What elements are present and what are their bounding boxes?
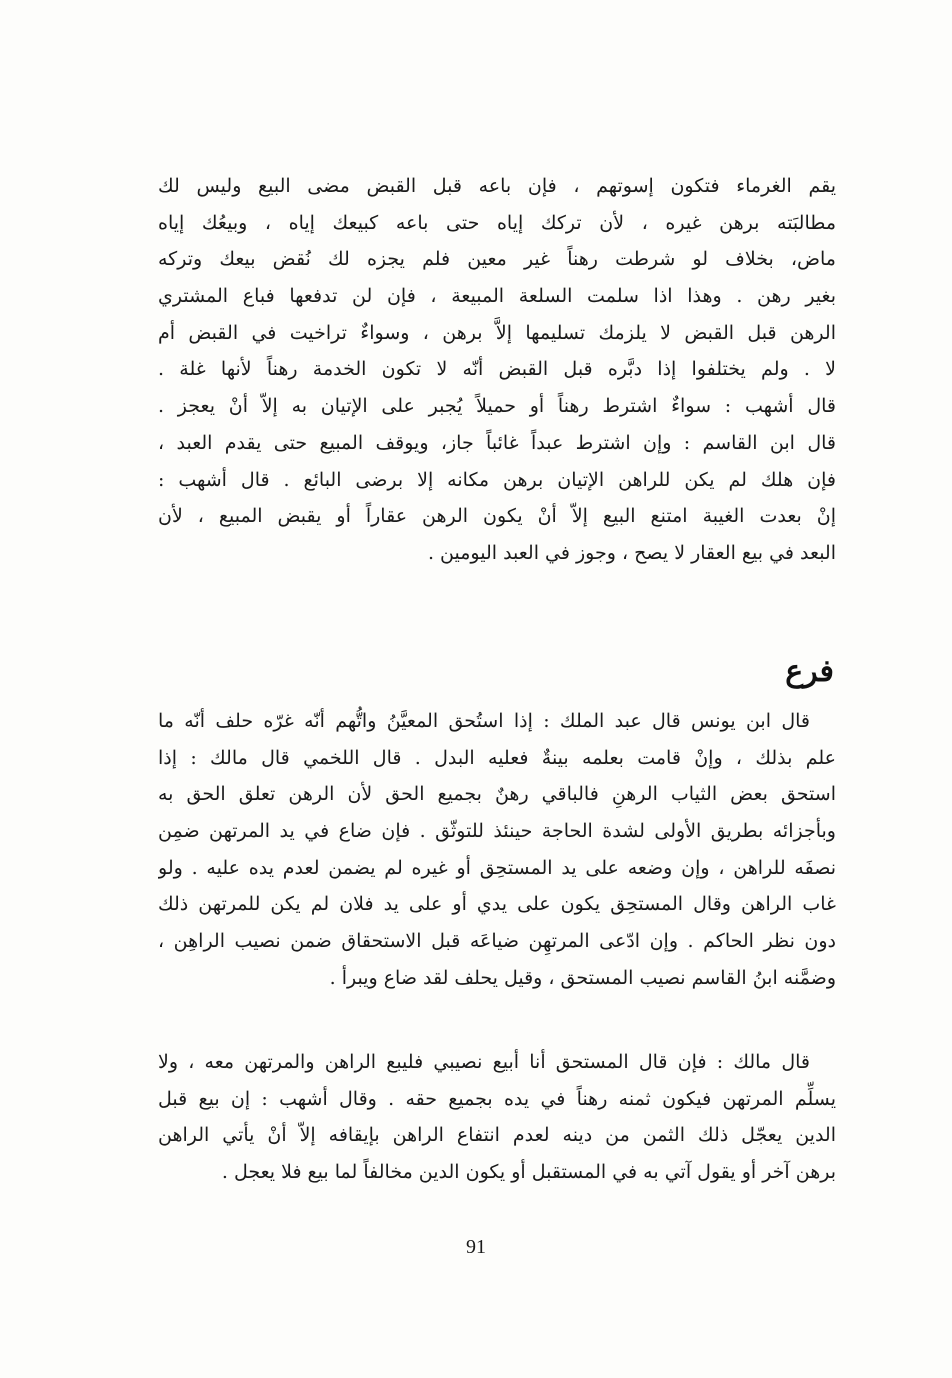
text-line: مطالبَته برهن غيره ، لأن تركك إياه حتى باعه كبيعك إياه ، وبيعُك إياه <box>158 211 836 234</box>
page-number: 91 <box>466 1236 486 1258</box>
text-line: برهن آخر أو يقول آتي به في المستقبل أو يكون الدين مخالفاً لما بيع فلا يعجل . <box>221 1161 836 1184</box>
text-line: وضمَّنه ابنُ القاسم نصيب المستحق ، وقيل يحلف لقد ضاع ويبرأ . <box>329 966 836 989</box>
text-line: يسلِّم المرتهن فيكون ثمنه رهناً في يده بجميع حقه . وقال أشهب : إن بيع قبل <box>158 1087 836 1110</box>
paragraph <box>158 1044 836 1191</box>
text-line: لا . ولم يختلفوا إذا دبَّره قبل القبض أنّه لا تكون الخدمة رهناً لأنها غلة . <box>158 358 836 381</box>
text-line: دون نظر الحاكم . وإن ادّعى المرتهِن ضياعَه قبل الاستحقاق ضمن نصيب الراهِن ، <box>158 930 836 953</box>
text-line: نصفَه للراهن ، وإن وضعه على يد المستحِق أو غيره لم يضمن لعدم يده عليه . ولو <box>158 856 836 879</box>
text-line: بغير رهن . وهذا اذا سلمت السلعة المبيعة ، فإن لن تدفعها فباع المشتري <box>158 285 836 308</box>
text-line: استحق بعض الثياب الرهنِ فالباقي رهنٌ بجميع الحق لأن الرهن تعلق الحق به <box>158 783 836 806</box>
text-line: ماض، بخلاف لو شرطت رهناً غير معين فلم يجزه لك نُقض بيعك وتركه <box>158 248 836 271</box>
text-line: يقم الغرماء فتكون إسوتهم ، فإن باعه قبل القبض مضى البيع وليس لك <box>158 175 836 197</box>
text-line: الدين يعجّل ذلك الثمن من دينه لعدم انتفاع الراهن بإيقافه إلاّ أنْ يأتي الراهن <box>158 1124 836 1147</box>
section-heading: فرع <box>785 654 834 689</box>
text-line: قال أشهب : سواءٌ اشترط رهناً أو حميلاً يُجبر على الإتيان به إلاّ أنْ يعجز . <box>158 395 836 418</box>
text-line: إنْ بعدت الغيبة امتنع البيع إلاّ أنْ يكون الرهن عقاراً أو يقبض المبيع ، لأن <box>158 505 836 528</box>
text-line: الرهن قبل القبض لا يلزمك تسليمها إلاَّ برهن ، وسواءٌ تراخيت في القبض أم <box>158 321 836 344</box>
paragraph-continuation <box>158 168 836 572</box>
text-line: علم بذلك ، وإنْ قامت بعلمه بينةٌ فعليه البدل . قال اللخمي قال مالك : إذا <box>158 746 836 769</box>
text-line: فإن هلك لم يكن للراهن الإتيان برهن مكانه إلا برضى البائع . قال أشهب : <box>158 468 836 491</box>
text-line: وبأجزائه بطريق الأولى لشدة الحاجة حينئذ للتوثّق . فإن ضاع في يد المرتهن ضمِن <box>158 820 836 843</box>
text-line: البعد في بيع العقار لا يصح ، وجوز في العبد اليومين . <box>427 541 836 564</box>
text-line: قال ابن القاسم : وإن اشترط عبداً غائباً جاز، ويوقف المبيع حتى يقدم العبد ، <box>158 431 836 454</box>
text-line: قال ابن يونس قال عبد الملك : إذا استُحق المعيَّنُ واتُّهم أنّه غرّه حلف أنّه ما <box>158 710 810 732</box>
paragraph <box>158 703 836 997</box>
text-line: غاب الراهن وقال المستحِق يكون على يدي أو على يد فلان لم يكن للمرتهن ذلك <box>158 893 836 916</box>
text-line: قال مالك : فإن قال المستحق أنا أبيع نصيبي فليبع الراهن والمرتهن معه ، ولا <box>158 1051 810 1073</box>
